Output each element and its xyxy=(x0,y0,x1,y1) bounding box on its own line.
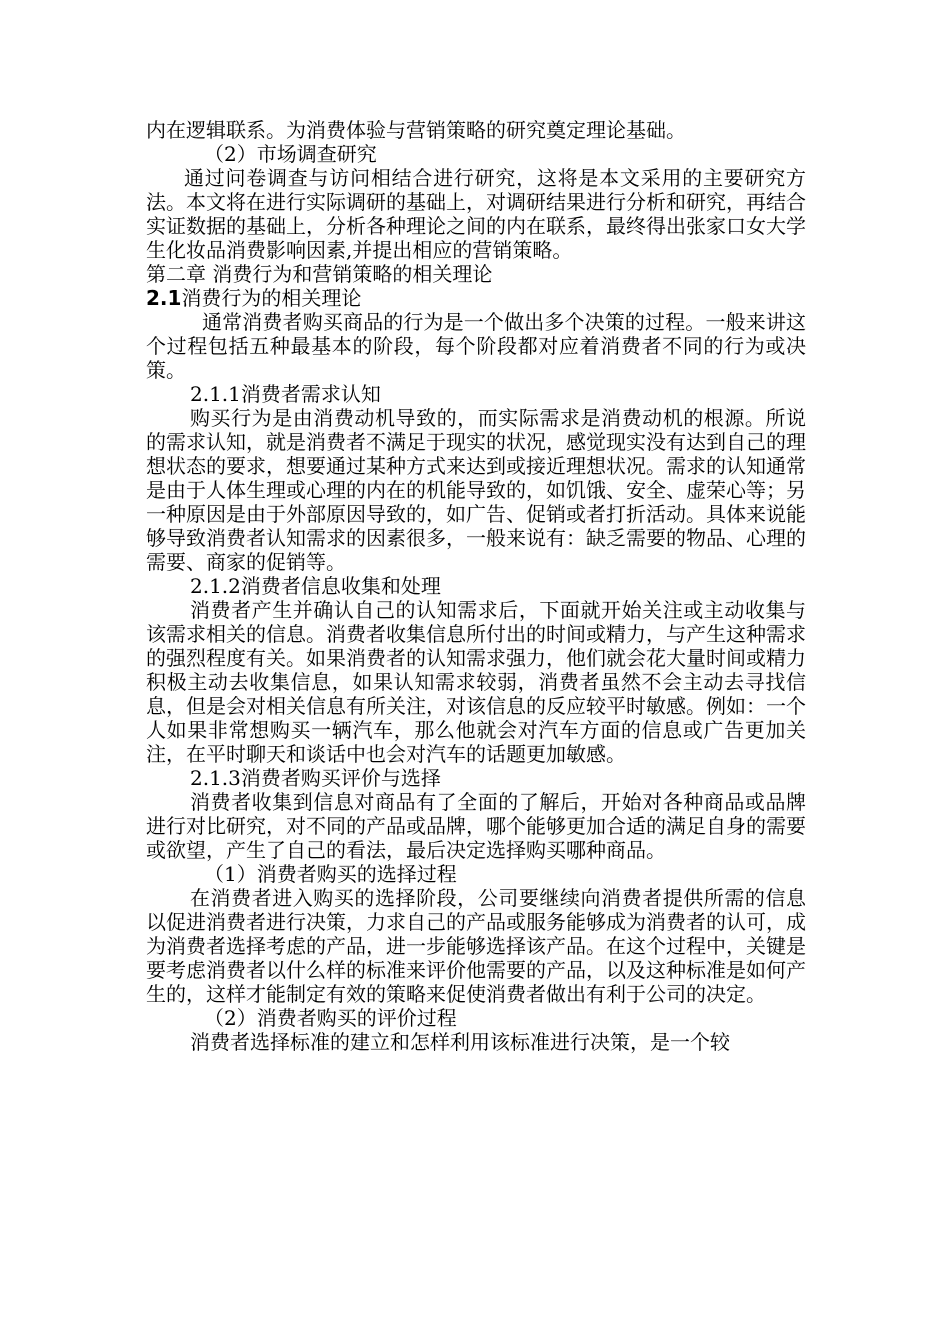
paragraph-section-2-1-3: 消费者收集到信息对商品有了全面的了解后，开始对各种商品或品牌进行对比研究，对不同的产品或品牌，哪个能够更加合适的满足自身的需要或欲望，产生了自己的看法，最后决定选择购买哪种商品。 xyxy=(146,790,806,862)
section-number: 2.1 xyxy=(146,286,182,310)
paragraph-section-2-1-2: 消费者产生并确认自己的认知需求后，下面就开始关注或主动收集与该需求相关的信息。消费者收集信息所付出的时间或精力，与产生这种需求的强烈程度有关。如果消费者的认知需求强力，他们就会花大量时间或精力积极主动去收集信息，如果认知需求较弱，消费者虽然不会主动去寻找信息，但是会对相关信息有所关注，对该信息的反应较平时敏感。例如：一个人如果非常想购买一辆汽车，那么他就会对汽车方面的信息或广告更加关注，在平时聊天和谈话中也会对汽车的话题更加敏感。 xyxy=(146,598,806,766)
section-heading-2-1 xyxy=(146,286,806,310)
chapter-heading: 第二章 消费行为和营销策略的相关理论 xyxy=(146,262,493,286)
paragraph-section-2-1: 通常消费者购买商品的行为是一个做出多个决策的过程。一般来讲这个过程包括五种最基本的阶段，每个阶段都对应着消费者不同的行为或决策。 xyxy=(146,310,806,382)
paragraph-continuation: 内在逻辑联系。为消费体验与营销策略的研究奠定理论基础。 xyxy=(146,118,686,142)
subsection-heading-2-1-2: 2.1.2消费者信息收集和处理 xyxy=(190,574,441,598)
paragraph-selection-process: 在消费者进入购买的选择阶段，公司要继续向消费者提供所需的信息以促进消费者进行决策，力求自己的产品或服务能够成为消费者的认可，成为消费者选择考虑的产品，进一步能够选择该产品。在这个过程中，关键是要考虑消费者以什么样的标准来评价他需要的产品，以及这种标准是如何产生的，这样才能制定有效的策略来促使消费者做出有利于公司的决定。 xyxy=(146,886,806,1006)
paragraph-market-research: 通过问卷调查与访问相结合进行研究，这将是本文采用的主要研究方法。本文将在进行实际调研的基础上，对调研结果进行分析和研究，再结合实证数据的基础上，分析各种理论之间的内在联系，最终得出张家口女大学生化妆品消费影响因素,并提出相应的营销策略。 xyxy=(146,166,806,262)
document-body xyxy=(146,118,806,1054)
subheading-evaluation-process: （2）消费者购买的评价过程 xyxy=(204,1006,457,1030)
subsection-heading-2-1-3: 2.1.3消费者购买评价与选择 xyxy=(190,766,441,790)
paragraph-evaluation-process: 消费者选择标准的建立和怎样利用该标准进行决策，是一个较 xyxy=(190,1030,730,1054)
subheading-market-research: （2）市场调查研究 xyxy=(204,142,377,166)
section-title: 消费行为的相关理论 xyxy=(181,286,362,310)
subsection-heading-2-1-1: 2.1.1消费者需求认知 xyxy=(190,382,381,406)
subheading-selection-process: （1）消费者购买的选择过程 xyxy=(204,862,457,886)
paragraph-section-2-1-1: 购买行为是由消费动机导致的，而实际需求是消费动机的根源。所说的需求认知，就是消费者不满足于现实的状况，感觉现实没有达到自己的理想状态的要求，想要通过某种方式来达到或接近理想状况。需求的认知通常是由于人体生理或心理的内在的机能导致的，如饥饿、安全、虚荣心等；另一种原因是由于外部原因导致的，如广告、促销或者打折活动。具体来说能够导致消费者认知需求的因素很多，一般来说有：缺乏需要的物品、心理的需要、商家的促销等。 xyxy=(146,406,806,574)
